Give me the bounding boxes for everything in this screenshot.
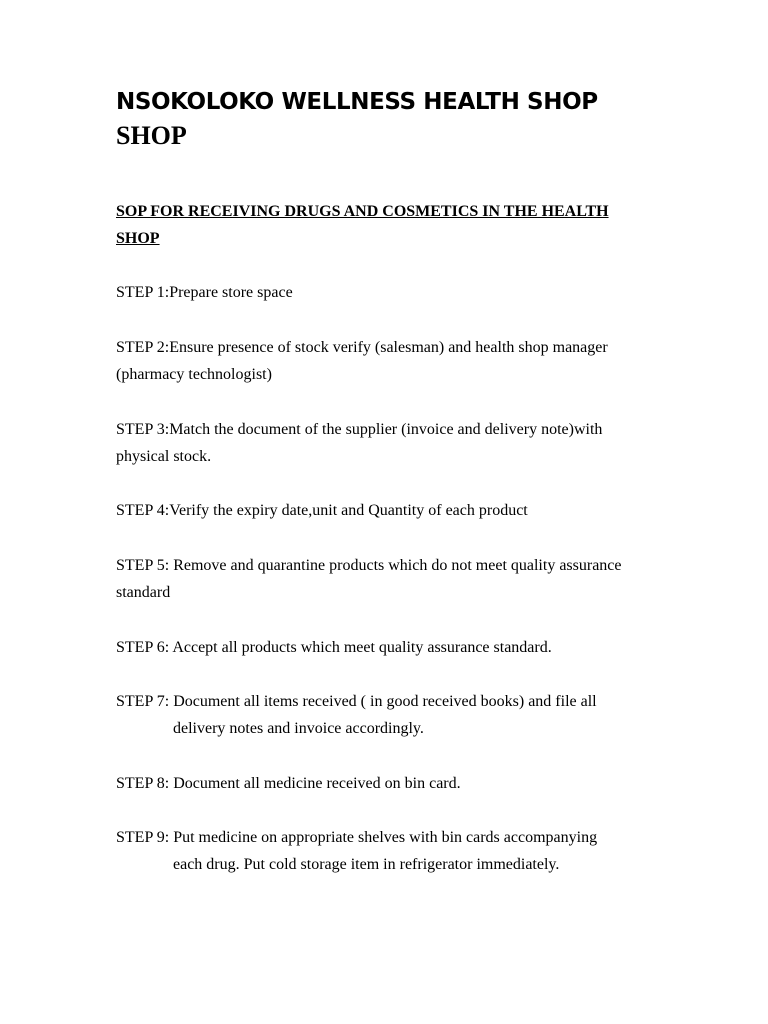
step-text: STEP 1:Prepare store space: [116, 284, 293, 301]
step-text: STEP 5: Remove and quarantine products which do not meet quality assurance: [116, 557, 622, 574]
document-title-continuation: SHOP: [116, 121, 187, 150]
step-text-continuation: physical stock.: [116, 448, 212, 465]
step-text-continuation: (pharmacy technologist): [116, 366, 272, 383]
step-text: STEP 9: Put medicine on appropriate shelves with bin cards accompanying: [116, 829, 598, 846]
step-text: STEP 8: Document all medicine received on bin card.: [116, 775, 461, 792]
step-2: [116, 334, 656, 388]
step-6: [116, 634, 656, 661]
step-4: [116, 497, 656, 524]
step-text: STEP 7: Document all items received ( in good received books) and file all: [116, 693, 597, 710]
step-7: [116, 688, 656, 742]
step-3: [116, 416, 656, 470]
step-5: [116, 552, 656, 606]
step-8: [116, 770, 656, 797]
step-9: [116, 824, 656, 878]
subtitle-line: SOP FOR RECEIVING DRUGS AND COSMETICS IN THE HEALTH: [116, 203, 609, 220]
document-title: NSOKOLOKO WELLNESS HEALTH SHOP: [116, 89, 598, 115]
step-text-continuation: delivery notes and invoice accordingly.: [173, 720, 424, 737]
step-text: STEP 2:Ensure presence of stock verify (salesman) and health shop manager: [116, 339, 608, 356]
step-text: STEP 6: Accept all products which meet quality assurance standard.: [116, 639, 552, 656]
subtitle-line: SHOP: [116, 230, 160, 247]
step-1: [116, 279, 656, 306]
step-text: STEP 3:Match the document of the supplier (invoice and delivery note)with: [116, 421, 603, 438]
step-text-continuation: standard: [116, 584, 171, 601]
document-subtitle: [116, 198, 656, 252]
step-text: STEP 4:Verify the expiry date,unit and Quantity of each product: [116, 502, 528, 519]
step-text-continuation: each drug. Put cold storage item in refrigerator immediately.: [173, 856, 560, 873]
